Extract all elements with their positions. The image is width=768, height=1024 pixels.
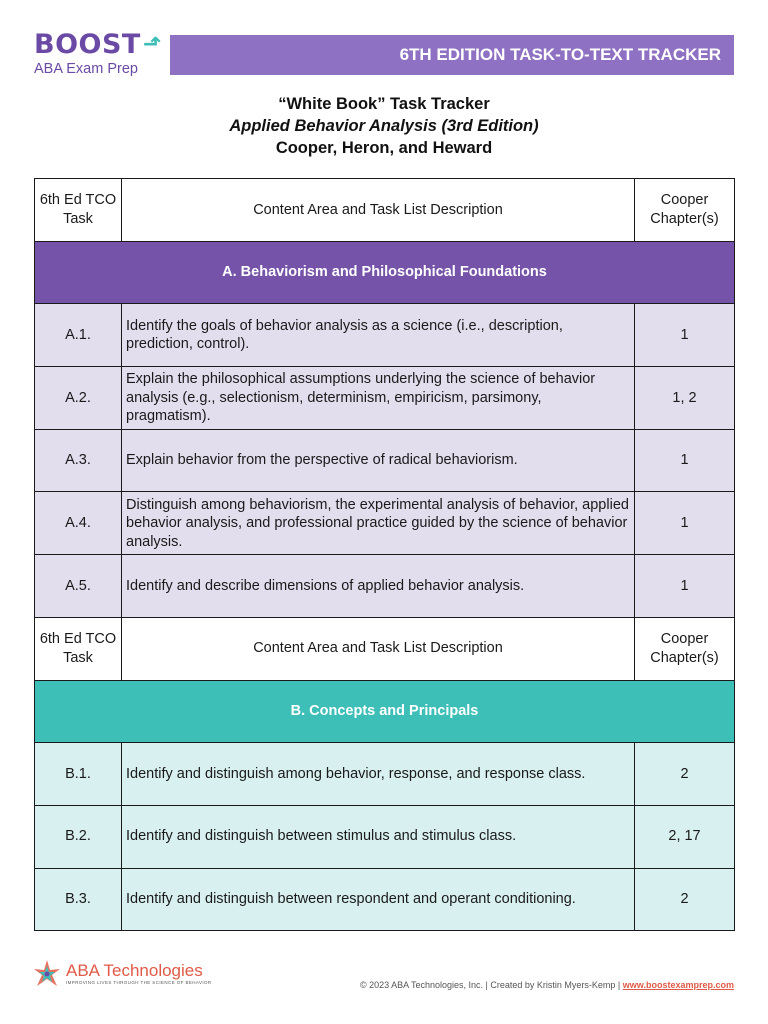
logo-subtitle: ABA Exam Prep [34, 61, 138, 77]
header-description: Content Area and Task List Description [122, 179, 635, 242]
footer-credits [360, 980, 734, 990]
task-id: B.2. [35, 805, 122, 868]
website-link[interactable]: www.boostexamprep.com [622, 980, 734, 990]
task-id: A.5. [35, 555, 122, 618]
task-chapter: 1, 2 [635, 367, 735, 430]
task-id: B.3. [35, 868, 122, 931]
banner-title: 6TH EDITION TASK-TO-TEXT TRACKER [399, 45, 721, 64]
task-tracker-table [34, 178, 735, 931]
task-id: A.3. [35, 429, 122, 492]
table-row [35, 805, 735, 868]
boost-logo [34, 30, 164, 77]
company-tagline: IMPROVING LIVES THROUGH THE SCIENCE OF BEHAVIOR [66, 980, 212, 985]
section-title-a: A. Behaviorism and Philosophical Foundations [35, 241, 735, 304]
table-row [35, 304, 735, 367]
header-task: 6th Ed TCO Task [35, 617, 122, 680]
task-chapter: 2 [635, 868, 735, 931]
title-line-1: “White Book” Task Tracker [278, 95, 490, 113]
table-row [35, 367, 735, 430]
task-chapter: 1 [635, 492, 735, 555]
table-row [35, 555, 735, 618]
table-row [35, 743, 735, 806]
aba-technologies-logo [32, 958, 212, 990]
task-description: Explain behavior from the perspective of radical behaviorism. [122, 429, 635, 492]
section-row-a [35, 241, 735, 304]
header-chapter: Cooper Chapter(s) [635, 617, 735, 680]
section-title-b: B. Concepts and Principals [35, 680, 735, 743]
header-description: Content Area and Task List Description [122, 617, 635, 680]
header-chapter: Cooper Chapter(s) [635, 179, 735, 242]
task-chapter: 1 [635, 304, 735, 367]
copyright-text: © 2023 ABA Technologies, Inc. | Created by Kristin Myers-Kemp | [360, 980, 621, 990]
task-id: A.4. [35, 492, 122, 555]
task-chapter: 2 [635, 743, 735, 806]
task-id: A.2. [35, 367, 122, 430]
table-row [35, 492, 735, 555]
task-description: Identify and distinguish between stimulus and stimulus class. [122, 805, 635, 868]
section-row-b [35, 680, 735, 743]
company-name: ABA Technologies [66, 961, 203, 980]
task-chapter: 1 [635, 555, 735, 618]
logo-main-text: BOOST [34, 29, 141, 60]
title-line-3: Cooper, Heron, and Heward [275, 139, 493, 157]
task-description: Explain the philosophical assumptions underlying the science of behavior analysis (e.g., selectionism, determinism, empiricism, parsimony, pragmatism). [122, 367, 635, 430]
table-row [35, 868, 735, 931]
document-title [0, 93, 768, 159]
task-description: Identify and describe dimensions of applied behavior analysis. [122, 555, 635, 618]
task-description: Identify and distinguish between respondent and operant conditioning. [122, 868, 635, 931]
task-description: Distinguish among behaviorism, the experimental analysis of behavior, applied behavior analysis, and professional practice guided by the science of behavior analysis. [122, 492, 635, 555]
title-line-2: Applied Behavior Analysis (3rd Edition) [229, 117, 539, 135]
arrow-up-icon: ⬏ [142, 32, 162, 57]
task-id: B.1. [35, 743, 122, 806]
task-chapter: 2, 17 [635, 805, 735, 868]
task-chapter: 1 [635, 429, 735, 492]
header-banner [170, 35, 734, 75]
table-header-row [35, 179, 735, 242]
header-task: 6th Ed TCO Task [35, 179, 122, 242]
task-description: Identify the goals of behavior analysis as a science (i.e., description, prediction, control). [122, 304, 635, 367]
aba-star-icon [32, 958, 62, 990]
table-header-row [35, 617, 735, 680]
table-row [35, 429, 735, 492]
task-description: Identify and distinguish among behavior, response, and response class. [122, 743, 635, 806]
task-id: A.1. [35, 304, 122, 367]
